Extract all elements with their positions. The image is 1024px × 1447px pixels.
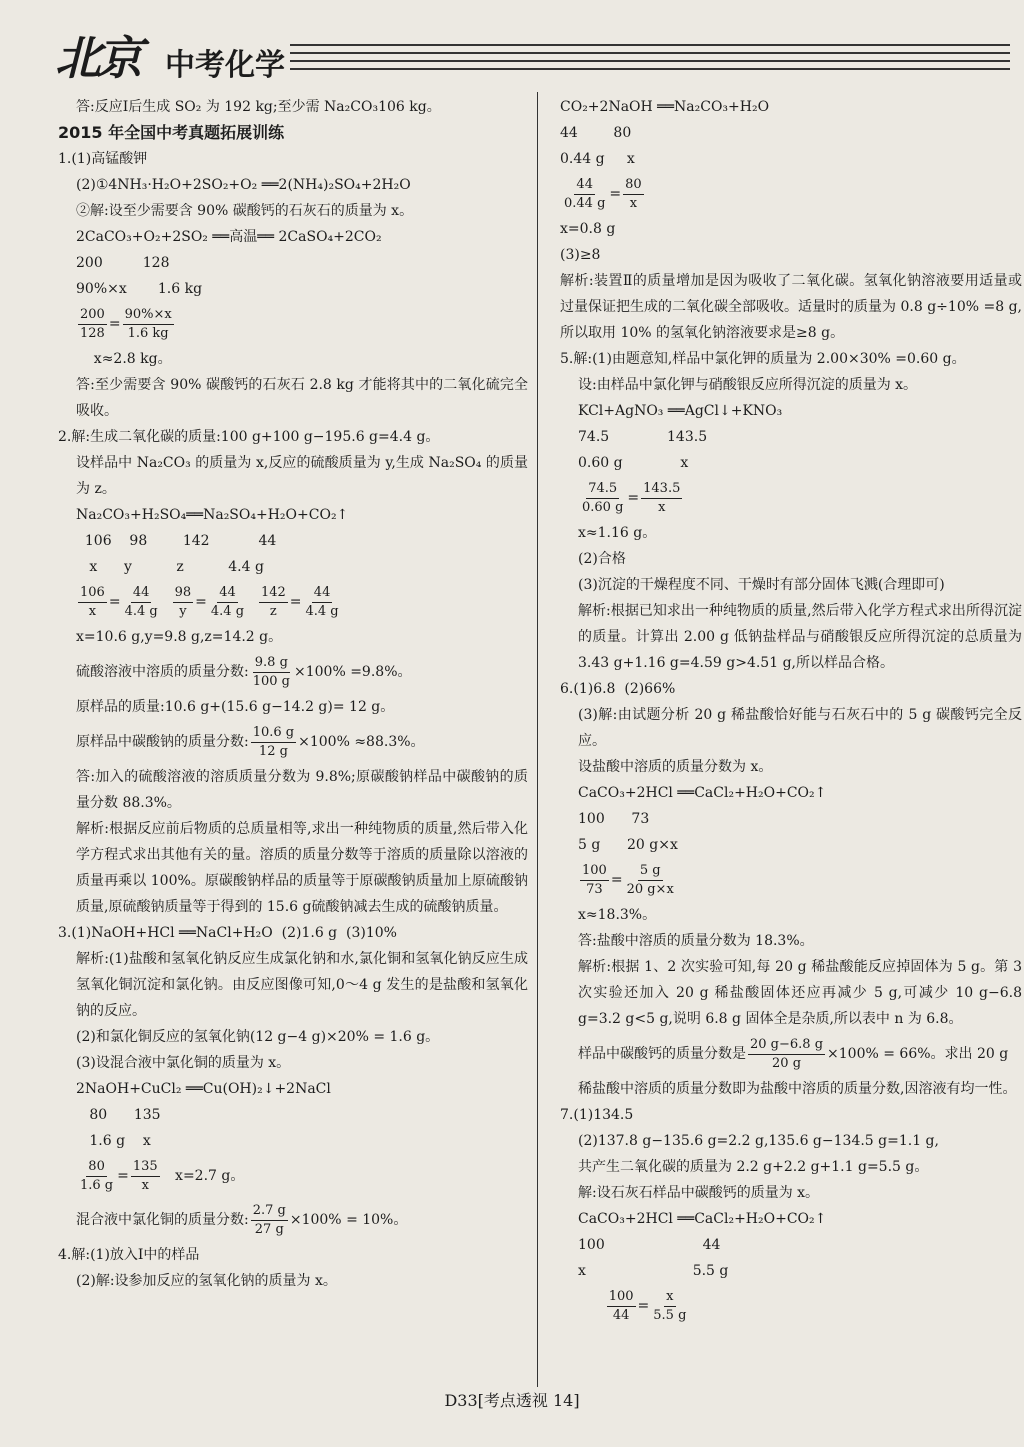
- text-line: (3)解:由试题分析 20 g 稀盐酸恰好能与石灰石中的 5 g 碳酸钙完全反应。: [578, 707, 1022, 749]
- formula-text: ×100% =9.8%。: [294, 664, 412, 680]
- denominator: 27 g: [254, 1221, 284, 1237]
- text-line: x 5.5 g: [578, 1263, 729, 1279]
- text-line: 解:设石灰石样品中碳酸钙的质量为 x。: [578, 1185, 820, 1201]
- numerator: x: [664, 1288, 675, 1307]
- fraction: [209, 584, 246, 621]
- numerator: 44: [131, 584, 152, 603]
- text-line: (3)设混合液中氯化铜的质量为 x。: [76, 1055, 291, 1071]
- text-line: CaCO₃+2HCl ══CaCl₂+H₂O+CO₂↑: [578, 785, 827, 801]
- numerator: 5 g: [638, 862, 663, 881]
- text-line: 90%×x 1.6 kg: [76, 281, 203, 297]
- formula-text: =: [195, 594, 207, 610]
- text-line: 1.(1)高锰酸钾: [58, 151, 148, 167]
- numerator: 44: [574, 176, 595, 195]
- fraction: [251, 724, 296, 761]
- fraction: [251, 1202, 288, 1239]
- fraction: [251, 654, 292, 691]
- text-line: 答:反应Ⅰ后生成 SO₂ 为 192 kg;至少需 Na₂CO₃106 kg。: [76, 99, 441, 115]
- fraction: [131, 1158, 160, 1195]
- text-line: CaCO₃+2HCl ══CaCl₂+H₂O+CO₂↑: [578, 1211, 827, 1227]
- numerator: 100: [580, 862, 609, 881]
- formula-text: =: [117, 1168, 129, 1184]
- numerator: 74.5: [586, 480, 619, 499]
- formula-line: [560, 172, 1022, 216]
- text-line: x≈18.3%。: [578, 907, 657, 923]
- formula-text: =: [627, 490, 640, 506]
- numerator: 143.5: [641, 480, 682, 499]
- text-line: 80 135: [76, 1107, 161, 1123]
- text-line: (2)137.8 g−135.6 g=2.2 g,135.6 g−134.5 g=1.1 g,: [578, 1133, 939, 1149]
- text-line: (3)沉淀的干燥程度不同、干燥时有部分固体飞溅(合理即可): [578, 577, 945, 593]
- fraction: [173, 584, 194, 621]
- formula-text: 样品中碳酸钙的质量分数是: [578, 1046, 746, 1062]
- numerator: 10.6 g: [251, 724, 296, 743]
- text-line: 100 44: [578, 1237, 721, 1253]
- formula-line: [560, 476, 1022, 520]
- text-line: 6.(1)6.8 (2)66%: [560, 681, 676, 697]
- formula-text: ×100% = 66%。求出 20 g: [827, 1046, 1009, 1062]
- numerator: 142: [259, 584, 288, 603]
- denominator: 44: [612, 1307, 630, 1323]
- text-line: 1.6 g x: [76, 1133, 151, 1149]
- fraction: [623, 176, 644, 213]
- header-rule: [290, 52, 1010, 54]
- text-line: 200 128: [76, 255, 170, 271]
- formula-line: [58, 1154, 528, 1198]
- fraction: [304, 584, 341, 621]
- denominator: 4.4 g: [124, 603, 158, 619]
- right-column: [560, 94, 1022, 1328]
- text-line: 44 80: [560, 125, 632, 141]
- text-line: 4.解:(1)放入Ⅰ中的样品: [58, 1247, 200, 1263]
- fraction: [123, 306, 174, 343]
- denominator: 4.4 g: [210, 603, 245, 619]
- fraction: [78, 306, 107, 343]
- text-line: 设:由样品中氯化钾与硝酸银反应所得沉淀的质量为 x。: [578, 377, 918, 393]
- column-divider: [537, 92, 538, 1387]
- text-line: 解析:根据反应前后物质的总质量相等,求出一种纯物质的质量,然后带入化学方程式求出其他有关的量。溶质的质量分数等于溶质的质量除以溶液的质量再乘以 100%。原碳酸钠样品的质量等于原碳酸钠质量加上原硫酸钠质量,原硫酸钠质量等于得到的 15.6 g硫酸钠减去生成的硫酸钠质量。: [76, 821, 528, 915]
- denominator: x: [658, 499, 666, 515]
- denominator: 128: [80, 325, 105, 341]
- denominator: 0.44 g: [564, 195, 606, 211]
- header-rule: [290, 60, 1010, 62]
- text-line: 5 g 20 g×x: [578, 837, 678, 853]
- text-line: 原样品的质量:10.6 g+(15.6 g−14.2 g)= 12 g。: [76, 699, 395, 715]
- header-rule: [290, 68, 1010, 70]
- text-line: 答:加入的硫酸溶液的溶质质量分数为 9.8%;原碳酸钠样品中碳酸钠的质量分数 88.3%。: [76, 769, 528, 811]
- formula-text: =: [289, 594, 302, 610]
- text-line: 106 98 142 44: [76, 533, 277, 549]
- fraction: [748, 1036, 825, 1073]
- formula-text: ×100% ≈88.3%。: [298, 734, 425, 750]
- fraction: [651, 1288, 688, 1325]
- formula-text: [162, 589, 171, 615]
- text-line: x=0.8 g: [560, 221, 616, 237]
- fraction: [641, 480, 682, 517]
- subject-title: 中考化学: [165, 48, 285, 83]
- denominator: 100 g: [252, 673, 290, 689]
- text-line: ②解:设至少需要含 90% 碳酸钙的石灰石的质量为 x。: [76, 203, 414, 219]
- text-line: 2CaCO₃+O₂+2SO₂ ══高温══ 2CaSO₄+2CO₂: [76, 229, 382, 245]
- formula-text: [248, 589, 257, 615]
- numerator: 44: [312, 584, 333, 603]
- text-line: 0.60 g x: [578, 455, 689, 471]
- logo: 北京: [55, 31, 139, 85]
- formula-line: [560, 858, 1022, 902]
- text-line: 0.44 g x: [560, 151, 635, 167]
- formula-line: [560, 1032, 1022, 1076]
- fraction: [259, 584, 288, 621]
- page-header: [55, 22, 1010, 85]
- numerator: 90%×x: [123, 306, 174, 325]
- text-line: 设盐酸中溶质的质量分数为 x。: [578, 759, 773, 775]
- text-line: x≈1.16 g。: [578, 525, 657, 541]
- denominator: 1.6 kg: [127, 325, 169, 341]
- denominator: x: [629, 195, 638, 211]
- text-line: (2)和氯化铜反应的氢氧化钠(12 g−4 g)×20% = 1.6 g。: [76, 1029, 440, 1045]
- denominator: 73: [586, 881, 603, 897]
- numerator: 80: [623, 176, 644, 195]
- formula-line: [560, 1284, 1022, 1328]
- fraction: [78, 584, 107, 621]
- left-column: [58, 94, 528, 1294]
- fraction: [625, 862, 676, 899]
- text-line: 解析:(1)盐酸和氢氧化钠反应生成氯化钠和水,氯化铜和氢氧化钠反应生成氢氧化铜沉淀和氯化钠。由反应图像可知,0～4 g 发生的是盐酸和氢氧化钠的反应。: [76, 951, 528, 1019]
- header-rule: [290, 44, 1010, 46]
- denominator: 5.5 g: [653, 1307, 687, 1323]
- numerator: 44: [217, 584, 238, 603]
- formula-text: [578, 1293, 605, 1319]
- text-line: Na₂CO₃+H₂SO₄══Na₂SO₄+H₂O+CO₂↑: [76, 507, 349, 523]
- text-line: KCl+AgNO₃ ══AgCl↓+KNO₃: [578, 403, 783, 419]
- formula-text: =: [108, 316, 121, 332]
- text-line: x≈2.8 kg。: [76, 351, 172, 367]
- formula-line: [58, 302, 528, 346]
- fraction: [580, 862, 609, 899]
- denominator: x: [141, 1177, 149, 1193]
- denominator: 20 g×x: [626, 881, 674, 897]
- text-line: 答:盐酸中溶质的质量分数为 18.3%。: [578, 933, 814, 949]
- section-heading: 2015 年全国中考真题拓展训练: [58, 123, 285, 142]
- formula-text: =: [610, 872, 623, 888]
- formula-text: x=2.7 g。: [161, 1168, 245, 1184]
- text-line: x y z 4.4 g: [76, 559, 264, 575]
- text-line: 3.(1)NaOH+HCl ══NaCl+H₂O (2)1.6 g (3)10%: [58, 925, 397, 941]
- text-line: 解析:根据已知求出一种纯物质的质量,然后带入化学方程式求出所得沉淀的质量。计算出 2.00 g 低钠盐样品与硝酸银反应所得沉淀的总质量为3.43 g+1.16 g=4.59 g>4.51 g,所以样品合格。: [578, 603, 1022, 671]
- fraction: [562, 176, 607, 213]
- fraction: [580, 480, 625, 517]
- text-line: 答:至少需要含 90% 碳酸钙的石灰石 2.8 kg 才能将其中的二氧化硫完全吸收。: [76, 377, 528, 419]
- text-line: (2)解:设参加反应的氢氧化钠的质量为 x。: [76, 1273, 337, 1289]
- text-line: 7.(1)134.5: [560, 1107, 634, 1123]
- formula-text: =: [609, 186, 622, 202]
- denominator: y: [179, 603, 187, 619]
- numerator: 200: [78, 306, 107, 325]
- formula-line: [58, 650, 528, 694]
- formula-text: 硫酸溶液中溶质的质量分数:: [76, 664, 249, 680]
- formula-line: [58, 720, 528, 764]
- fraction: [607, 1288, 636, 1325]
- denominator: 4.4 g: [305, 603, 339, 619]
- numerator: 100: [607, 1288, 636, 1307]
- text-line: 5.解:(1)由题意知,样品中氯化钾的质量为 2.00×30% =0.60 g。: [560, 351, 966, 367]
- text-line: 100 73: [578, 811, 650, 827]
- numerator: 106: [78, 584, 107, 603]
- text-line: x=10.6 g,y=9.8 g,z=14.2 g。: [76, 629, 283, 645]
- formula-line: [58, 1198, 528, 1242]
- numerator: 135: [131, 1158, 160, 1177]
- denominator: 1.6 g: [80, 1177, 114, 1193]
- page-footer: D33[考点透视 14]: [444, 1391, 580, 1410]
- text-line: CO₂+2NaOH ══Na₂CO₃+H₂O: [560, 99, 770, 115]
- text-line: 稀盐酸中溶质的质量分数即为盐酸中溶质的质量分数,因溶液有均一性。: [578, 1081, 1017, 1097]
- fraction: [123, 584, 160, 621]
- fraction: [78, 1158, 115, 1195]
- formula-text: ×100% = 10%。: [289, 1212, 408, 1228]
- text-line: (3)≥8: [560, 247, 601, 263]
- denominator: x: [88, 603, 97, 619]
- text-line: 2.解:生成二氧化碳的质量:100 g+100 g−195.6 g=4.4 g。: [58, 429, 440, 445]
- numerator: 9.8 g: [253, 654, 290, 673]
- denominator: 12 g: [258, 743, 288, 759]
- text-line: 2NaOH+CuCl₂ ══Cu(OH)₂↓+2NaCl: [76, 1081, 331, 1097]
- formula-text: 原样品中碳酸钠的质量分数:: [76, 734, 249, 750]
- denominator: z: [269, 603, 277, 619]
- numerator: 20 g−6.8 g: [748, 1036, 825, 1055]
- formula-text: 混合液中氯化铜的质量分数:: [76, 1212, 249, 1228]
- denominator: 0.60 g: [582, 499, 624, 515]
- numerator: 2.7 g: [251, 1202, 288, 1221]
- formula-line: [58, 580, 528, 624]
- text-line: (2)合格: [578, 551, 626, 567]
- formula-text: =: [108, 594, 121, 610]
- numerator: 98: [173, 584, 194, 603]
- text-line: 共产生二氧化碳的质量为 2.2 g+2.2 g+1.1 g=5.5 g。: [578, 1159, 929, 1175]
- text-line: 解析:装置Ⅱ的质量增加是因为吸收了二氧化碳。氢氧化钠溶液要用适量或过量保证把生成的二氧化碳全部吸收。适量时的质量为 0.8 g÷10% =8 g,所以取用 10% 的氢氧化钠溶液要求是≥8 g。: [560, 273, 1022, 341]
- text-line: 解析:根据 1、2 次实验可知,每 20 g 稀盐酸能反应掉固体为 5 g。第 3 次实验还加入 20 g 稀盐酸固体还应再减少 5 g,可减少 10 g−6.8 g=3.2 g<5 g,说明 6.8 g 固体全是杂质,所以表中 n 为 6.8。: [578, 959, 1022, 1027]
- formula-text: =: [637, 1298, 650, 1314]
- numerator: 80: [86, 1158, 107, 1177]
- text-line: 设样品中 Na₂CO₃ 的质量为 x,反应的硫酸质量为 y,生成 Na₂SO₄ 的质量为 z。: [76, 455, 528, 497]
- text-line: (2)①4NH₃·H₂O+2SO₂+O₂ ══2(NH₄)₂SO₄+2H₂O: [76, 177, 411, 193]
- denominator: 20 g: [772, 1055, 802, 1071]
- text-line: 74.5 143.5: [578, 429, 708, 445]
